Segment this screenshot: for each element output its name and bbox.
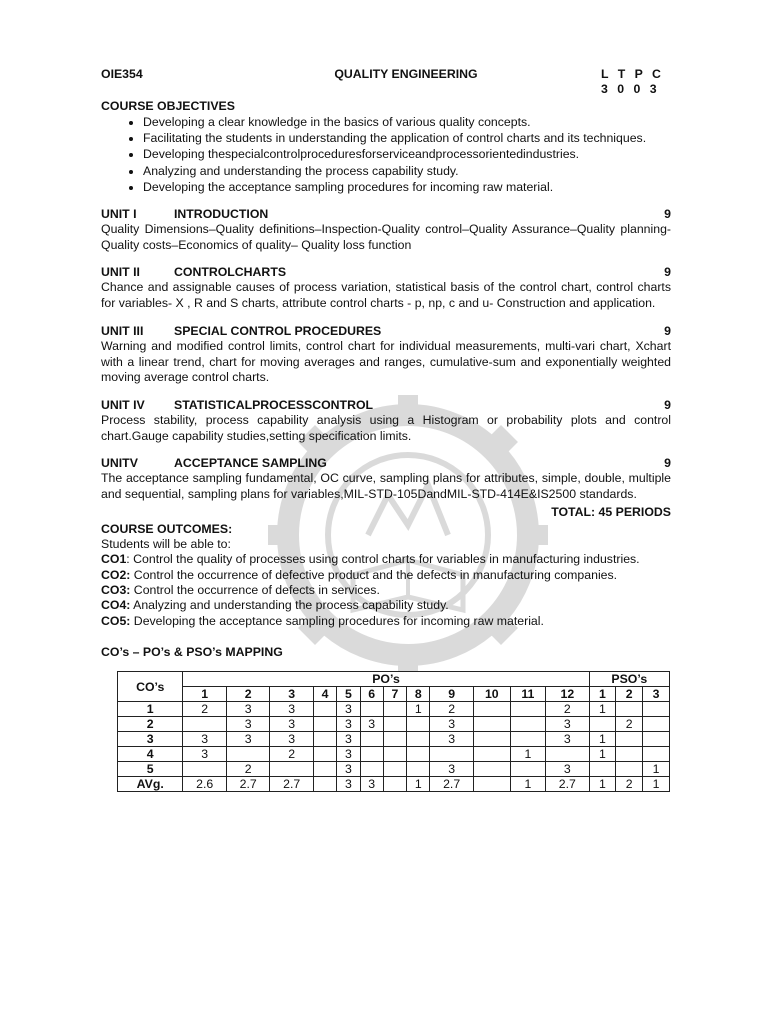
unit-title: STATISTICALPROCESSCONTROL bbox=[174, 397, 374, 412]
table-cell: 3 bbox=[270, 702, 314, 717]
table-cell: 2.7 bbox=[430, 777, 474, 792]
table-cell bbox=[313, 732, 336, 747]
pso-group-header: PSO’s bbox=[589, 672, 669, 687]
table-cell bbox=[546, 747, 590, 762]
table-row bbox=[118, 777, 670, 792]
table-cell bbox=[383, 702, 406, 717]
outcome-item bbox=[101, 568, 671, 583]
table-cell bbox=[589, 717, 616, 732]
row-header: 4 bbox=[118, 747, 183, 762]
pso-column-header: 3 bbox=[643, 687, 670, 702]
table-cell bbox=[407, 747, 430, 762]
table-cell bbox=[473, 762, 510, 777]
unit-label: UNIT I bbox=[101, 207, 137, 222]
table-cell bbox=[383, 777, 406, 792]
unit-hours: 9 bbox=[664, 456, 671, 471]
table-cell: 3 bbox=[337, 717, 360, 732]
table-cell: 1 bbox=[643, 777, 670, 792]
po-column-header: 4 bbox=[313, 687, 336, 702]
table-cell bbox=[360, 702, 383, 717]
po-column-header: 2 bbox=[226, 687, 270, 702]
table-cell: 3 bbox=[546, 717, 590, 732]
table-cell: 1 bbox=[589, 777, 616, 792]
table-cell bbox=[510, 762, 545, 777]
table-cell: 3 bbox=[270, 717, 314, 732]
po-column-header: 7 bbox=[383, 687, 406, 702]
outcomes-title: COURSE OUTCOMES: bbox=[101, 521, 233, 536]
table-cell: 2 bbox=[430, 702, 474, 717]
table-cell: 1 bbox=[643, 762, 670, 777]
table-cell bbox=[473, 717, 510, 732]
unit-body: Quality Dimensions–Quality definitions–Inspection-Quality control–Quality Assurance–Quality planning-Quality costs–Economics of quality– Quality loss function bbox=[101, 222, 671, 252]
unit-4 bbox=[101, 398, 671, 444]
objectives-list bbox=[101, 114, 671, 195]
table-cell bbox=[589, 762, 616, 777]
table-cell bbox=[383, 762, 406, 777]
table-cell bbox=[430, 747, 474, 762]
unit-label: UNITV bbox=[101, 456, 138, 471]
table-cell bbox=[360, 747, 383, 762]
outcome-text: Control the occurrence of defective product and the defects in manufacturing companies. bbox=[130, 567, 618, 582]
syllabus-page bbox=[101, 67, 671, 792]
unit-body: Chance and assignable causes of process variation, statistical basis of the control chart, control charts for variables- X , R and S charts, attribute control charts - p, np, c and u- Construction and application. bbox=[101, 280, 671, 311]
table-cell: 3 bbox=[270, 732, 314, 747]
table-cell: 2 bbox=[616, 777, 643, 792]
table-cell bbox=[313, 747, 336, 762]
table-cell bbox=[407, 762, 430, 777]
row-header: 5 bbox=[118, 762, 183, 777]
course-code: OIE354 bbox=[101, 67, 143, 81]
table-cell: 2 bbox=[546, 702, 590, 717]
unit-hours: 9 bbox=[664, 265, 671, 280]
table-cell: 1 bbox=[589, 747, 616, 762]
row-header: AVg. bbox=[118, 777, 183, 792]
outcomes-intro: Students will be able to: bbox=[101, 536, 231, 551]
table-cell bbox=[616, 732, 643, 747]
unit-1 bbox=[101, 207, 671, 253]
table-cell: 3 bbox=[226, 702, 270, 717]
table-cell: 2.7 bbox=[546, 777, 590, 792]
unit-3 bbox=[101, 324, 671, 386]
table-cell: 3 bbox=[430, 732, 474, 747]
table-cell: 2 bbox=[270, 747, 314, 762]
unit-title: CONTROLCHARTS bbox=[174, 265, 287, 280]
po-column-header: 6 bbox=[360, 687, 383, 702]
ltpc-values: 3 0 0 3 bbox=[601, 82, 660, 96]
table-cell bbox=[383, 732, 406, 747]
table-cell: 3 bbox=[337, 732, 360, 747]
po-column-header: 8 bbox=[407, 687, 430, 702]
unit-hours: 9 bbox=[664, 397, 671, 412]
table-row bbox=[118, 747, 670, 762]
table-row bbox=[118, 732, 670, 747]
table-cell bbox=[473, 702, 510, 717]
table-cell: 3 bbox=[360, 777, 383, 792]
table-cell bbox=[473, 747, 510, 762]
outcome-text: Control the occurrence of defects in services. bbox=[130, 582, 380, 597]
unit-title: INTRODUCTION bbox=[174, 207, 269, 222]
po-group-header: PO’s bbox=[183, 672, 589, 687]
po-column-header: 1 bbox=[183, 687, 227, 702]
table-cell: 1 bbox=[510, 747, 545, 762]
po-column-header: 11 bbox=[510, 687, 545, 702]
pso-column-header: 1 bbox=[589, 687, 616, 702]
outcome-code: CO3: bbox=[101, 582, 131, 597]
table-cell bbox=[616, 762, 643, 777]
table-cell: 1 bbox=[407, 777, 430, 792]
outcome-text: Analyzing and understanding the process capability study. bbox=[130, 598, 449, 613]
ltpc-block bbox=[601, 67, 671, 97]
unit-5 bbox=[101, 456, 671, 502]
outcome-code: CO2: bbox=[101, 567, 131, 582]
table-cell: 3 bbox=[183, 732, 227, 747]
course-title: QUALITY ENGINEERING bbox=[334, 67, 478, 81]
unit-title: SPECIAL CONTROL PROCEDURES bbox=[174, 323, 382, 338]
outcome-item bbox=[101, 614, 671, 629]
unit-2 bbox=[101, 265, 671, 311]
table-cell: 1 bbox=[407, 702, 430, 717]
table-cell bbox=[313, 717, 336, 732]
table-cell bbox=[313, 762, 336, 777]
ltpc-labels: L T P C bbox=[601, 67, 664, 81]
table-cell bbox=[313, 702, 336, 717]
outcomes-list bbox=[101, 537, 671, 629]
course-header bbox=[101, 67, 671, 97]
table-row bbox=[118, 762, 670, 777]
unit-label: UNIT III bbox=[101, 323, 144, 338]
table-cell bbox=[473, 777, 510, 792]
table-cell bbox=[643, 717, 670, 732]
table-cell bbox=[226, 747, 270, 762]
unit-label: UNIT IV bbox=[101, 397, 145, 412]
table-cell: 3 bbox=[430, 717, 474, 732]
table-cell: 3 bbox=[430, 762, 474, 777]
po-column-header: 3 bbox=[270, 687, 314, 702]
objective-item: • Developing the acceptance sampling procedures for incoming raw material. bbox=[143, 179, 671, 195]
unit-body: Process stability, process capability analysis using a Histogram or probability plots and control chart.Gauge capability studies,setting specification limits. bbox=[101, 412, 671, 443]
table-cell: 3 bbox=[337, 777, 360, 792]
table-cell bbox=[360, 732, 383, 747]
table-cell: 3 bbox=[226, 732, 270, 747]
table-cell: 1 bbox=[589, 732, 616, 747]
pso-column-header: 2 bbox=[616, 687, 643, 702]
table-cell bbox=[643, 747, 670, 762]
outcome-item bbox=[101, 583, 671, 598]
table-cell: 2.7 bbox=[226, 777, 270, 792]
row-header: 1 bbox=[118, 702, 183, 717]
table-cell bbox=[183, 717, 227, 732]
table-cell bbox=[643, 732, 670, 747]
objective-item: • Developing thespecialcontrolproceduresforserviceandprocessorientedindustries. bbox=[143, 146, 671, 162]
mapping-table bbox=[117, 671, 670, 792]
table-cell bbox=[183, 762, 227, 777]
outcome-code: CO5: bbox=[101, 613, 131, 628]
row-header: 3 bbox=[118, 732, 183, 747]
table-cell bbox=[616, 747, 643, 762]
objective-item: • Analyzing and understanding the process capability study. bbox=[143, 163, 671, 179]
table-cell bbox=[510, 717, 545, 732]
table-cell bbox=[510, 732, 545, 747]
po-column-header: 12 bbox=[546, 687, 590, 702]
table-cell: 2.7 bbox=[270, 777, 314, 792]
outcome-item bbox=[101, 552, 671, 567]
unit-body: Warning and modified control limits, control chart for individual measurements, multi-vari chart, Xchart with a linear trend, chart for moving averages and ranges, cumulative-sum and exponentially weighted moving average control charts. bbox=[101, 338, 671, 385]
unit-title: ACCEPTANCE SAMPLING bbox=[174, 456, 327, 471]
table-cell bbox=[383, 717, 406, 732]
outcome-item bbox=[101, 598, 671, 613]
objective-item: • Developing a clear knowledge in the basics of various quality concepts. bbox=[143, 114, 671, 130]
table-cell bbox=[473, 732, 510, 747]
table-cell bbox=[383, 747, 406, 762]
unit-label: UNIT II bbox=[101, 265, 140, 280]
table-cell: 2 bbox=[183, 702, 227, 717]
table-cell: 3 bbox=[360, 717, 383, 732]
table-cell: 3 bbox=[546, 732, 590, 747]
table-cell bbox=[616, 702, 643, 717]
table-row bbox=[118, 702, 670, 717]
table-cell bbox=[643, 702, 670, 717]
table-cell bbox=[510, 702, 545, 717]
table-cell: 3 bbox=[226, 717, 270, 732]
table-cell: 3 bbox=[183, 747, 227, 762]
unit-body: The acceptance sampling fundamental, OC curve, sampling plans for attributes, simple, double, multiple and sequential, sampling plans for variables,MIL-STD-105DandMIL-STD-414E&IS2500 standards. bbox=[101, 471, 671, 502]
unit-hours: 9 bbox=[664, 323, 671, 338]
table-cell: 2 bbox=[616, 717, 643, 732]
outcome-code: CO4: bbox=[101, 598, 131, 613]
table-row bbox=[118, 717, 670, 732]
table-cell bbox=[407, 732, 430, 747]
table-cell bbox=[270, 762, 314, 777]
table-cell: 3 bbox=[546, 762, 590, 777]
table-cell: 1 bbox=[510, 777, 545, 792]
objectives-title: COURSE OBJECTIVES bbox=[101, 99, 235, 113]
table-cell: 3 bbox=[337, 762, 360, 777]
total-periods: TOTAL: 45 PERIODS bbox=[551, 504, 671, 519]
mapping-body bbox=[118, 702, 670, 792]
outcome-text: Developing the acceptance sampling procedures for incoming raw material. bbox=[130, 613, 544, 628]
po-column-header: 9 bbox=[430, 687, 474, 702]
table-cell bbox=[407, 717, 430, 732]
po-column-header: 10 bbox=[473, 687, 510, 702]
outcome-text: : Control the quality of processes using control charts for variables in manufacturing industries. bbox=[126, 552, 640, 567]
table-cell: 2 bbox=[226, 762, 270, 777]
table-cell: 3 bbox=[337, 702, 360, 717]
po-column-header: 5 bbox=[337, 687, 360, 702]
row-header: 2 bbox=[118, 717, 183, 732]
table-cell: 3 bbox=[337, 747, 360, 762]
objective-item: • Facilitating the students in understanding the application of control charts and its techniques. bbox=[143, 130, 671, 146]
unit-hours: 9 bbox=[664, 207, 671, 222]
corner-header: CO’s bbox=[118, 672, 183, 702]
table-cell bbox=[360, 762, 383, 777]
outcome-code: CO1 bbox=[101, 552, 127, 567]
table-cell bbox=[313, 777, 336, 792]
table-cell: 1 bbox=[589, 702, 616, 717]
mapping-title: CO’s – PO’s & PSO’s MAPPING bbox=[101, 645, 283, 660]
table-cell: 2.6 bbox=[183, 777, 227, 792]
column-header-row bbox=[118, 687, 670, 702]
